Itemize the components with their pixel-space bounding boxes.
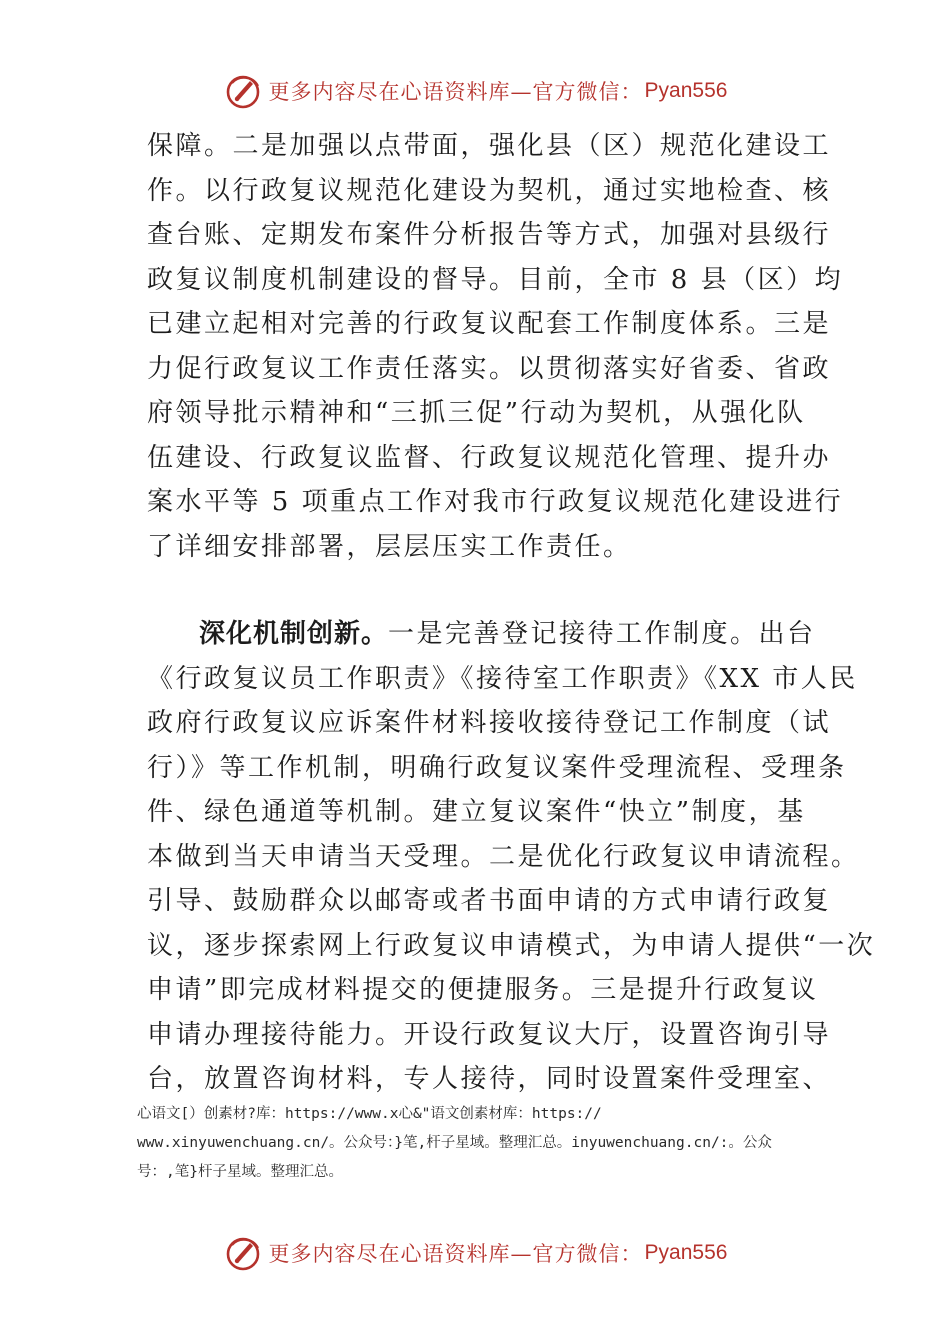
text-line: 申请办理接待能力。开设行政复议大厅，设置咨询引导 — [147, 1019, 832, 1050]
text-line: 了详细安排部署，层层压实工作责任。 — [147, 531, 632, 562]
text-line: 申请”即完成材料提交的便捷服务。三是提升行政复议 — [147, 975, 819, 1005]
text-line: 府领导批示精神和“三抓三促”行动为契机，从强化队 — [147, 398, 806, 428]
footnote — [137, 1100, 857, 1187]
paragraph-lead-heading: 深化机制创新。 — [199, 619, 389, 649]
text-line: 伍建设、行政复议监督、行政复议规范化管理、提升办 — [147, 442, 832, 473]
brand-logo-icon — [223, 71, 263, 111]
banner-text: 更多内容尽在心语资料库—官方微信： — [268, 1242, 643, 1266]
text-line: 《行政复议员工作职责》《接待室工作职责》《XX 市人民 — [147, 663, 858, 694]
banner-text: 更多内容尽在心语资料库—官方微信： — [268, 80, 643, 104]
footnote-line: www.xinyuwenchuang.cn/。公众号：}笔,杆子星域。整理汇总。inyuwenchuang.cn/:。公众 — [137, 1135, 772, 1151]
text-line: 行）》等工作机制，明确行政复议案件受理流程、受理条 — [147, 752, 847, 783]
footer-banner — [0, 1230, 950, 1276]
text-line: 本做到当天申请当天受理。二是优化行政复议申请流程。 — [147, 841, 860, 872]
text-line: 案水平等 5 项重点工作对我市行政复议规范化建设进行 — [147, 487, 844, 517]
paragraph-2 — [147, 612, 876, 1102]
text-line: 台，放置咨询材料，专人接待，同时设置案件受理室、 — [147, 1064, 832, 1094]
paragraph-1 — [147, 124, 844, 569]
text-line: 引导、鼓励群众以邮寄或者书面申请的方式申请行政复 — [147, 886, 832, 916]
text-line: 力促行政复议工作责任落实。以贯彻落实好省委、省政 — [147, 353, 832, 384]
text-line-first — [147, 612, 815, 657]
brand-logo-icon — [223, 1233, 263, 1273]
text-line: 已建立起相对完善的行政复议配套工作制度体系。三是 — [147, 309, 832, 339]
text-line: 作。以行政复议规范化建设为契机，通过实地检查、核 — [147, 175, 832, 206]
text-fragment: 一是完善登记接待工作制度。出台 — [388, 619, 816, 649]
banner-wechat-id: Pyan556 — [644, 1241, 728, 1264]
text-line: 查台账、定期发布案件分析报告等方式，加强对县级行 — [147, 220, 832, 250]
text-line: 件、绿色通道等机制。建立复议案件“快立”制度，基 — [147, 797, 806, 827]
footnote-line: 心语文[）创素材?库：https://www.x心&"语文创素材库：https:// — [137, 1106, 602, 1122]
header-banner — [0, 68, 950, 114]
text-line: 保障。二是加强以点带面，强化县（区）规范化建设工 — [147, 131, 832, 161]
text-line: 政复议制度机制建设的督导。目前，全市 8 县（区）均 — [147, 264, 844, 295]
footnote-line: 号：,笔}杆子星域。整理汇总。 — [137, 1164, 343, 1180]
text-line: 议，逐步探索网上行政复议申请模式，为申请人提供“一次 — [147, 930, 876, 961]
text-line: 政府行政复议应诉案件材料接收接待登记工作制度（试 — [147, 708, 832, 738]
banner-wechat-id: Pyan556 — [644, 79, 728, 102]
